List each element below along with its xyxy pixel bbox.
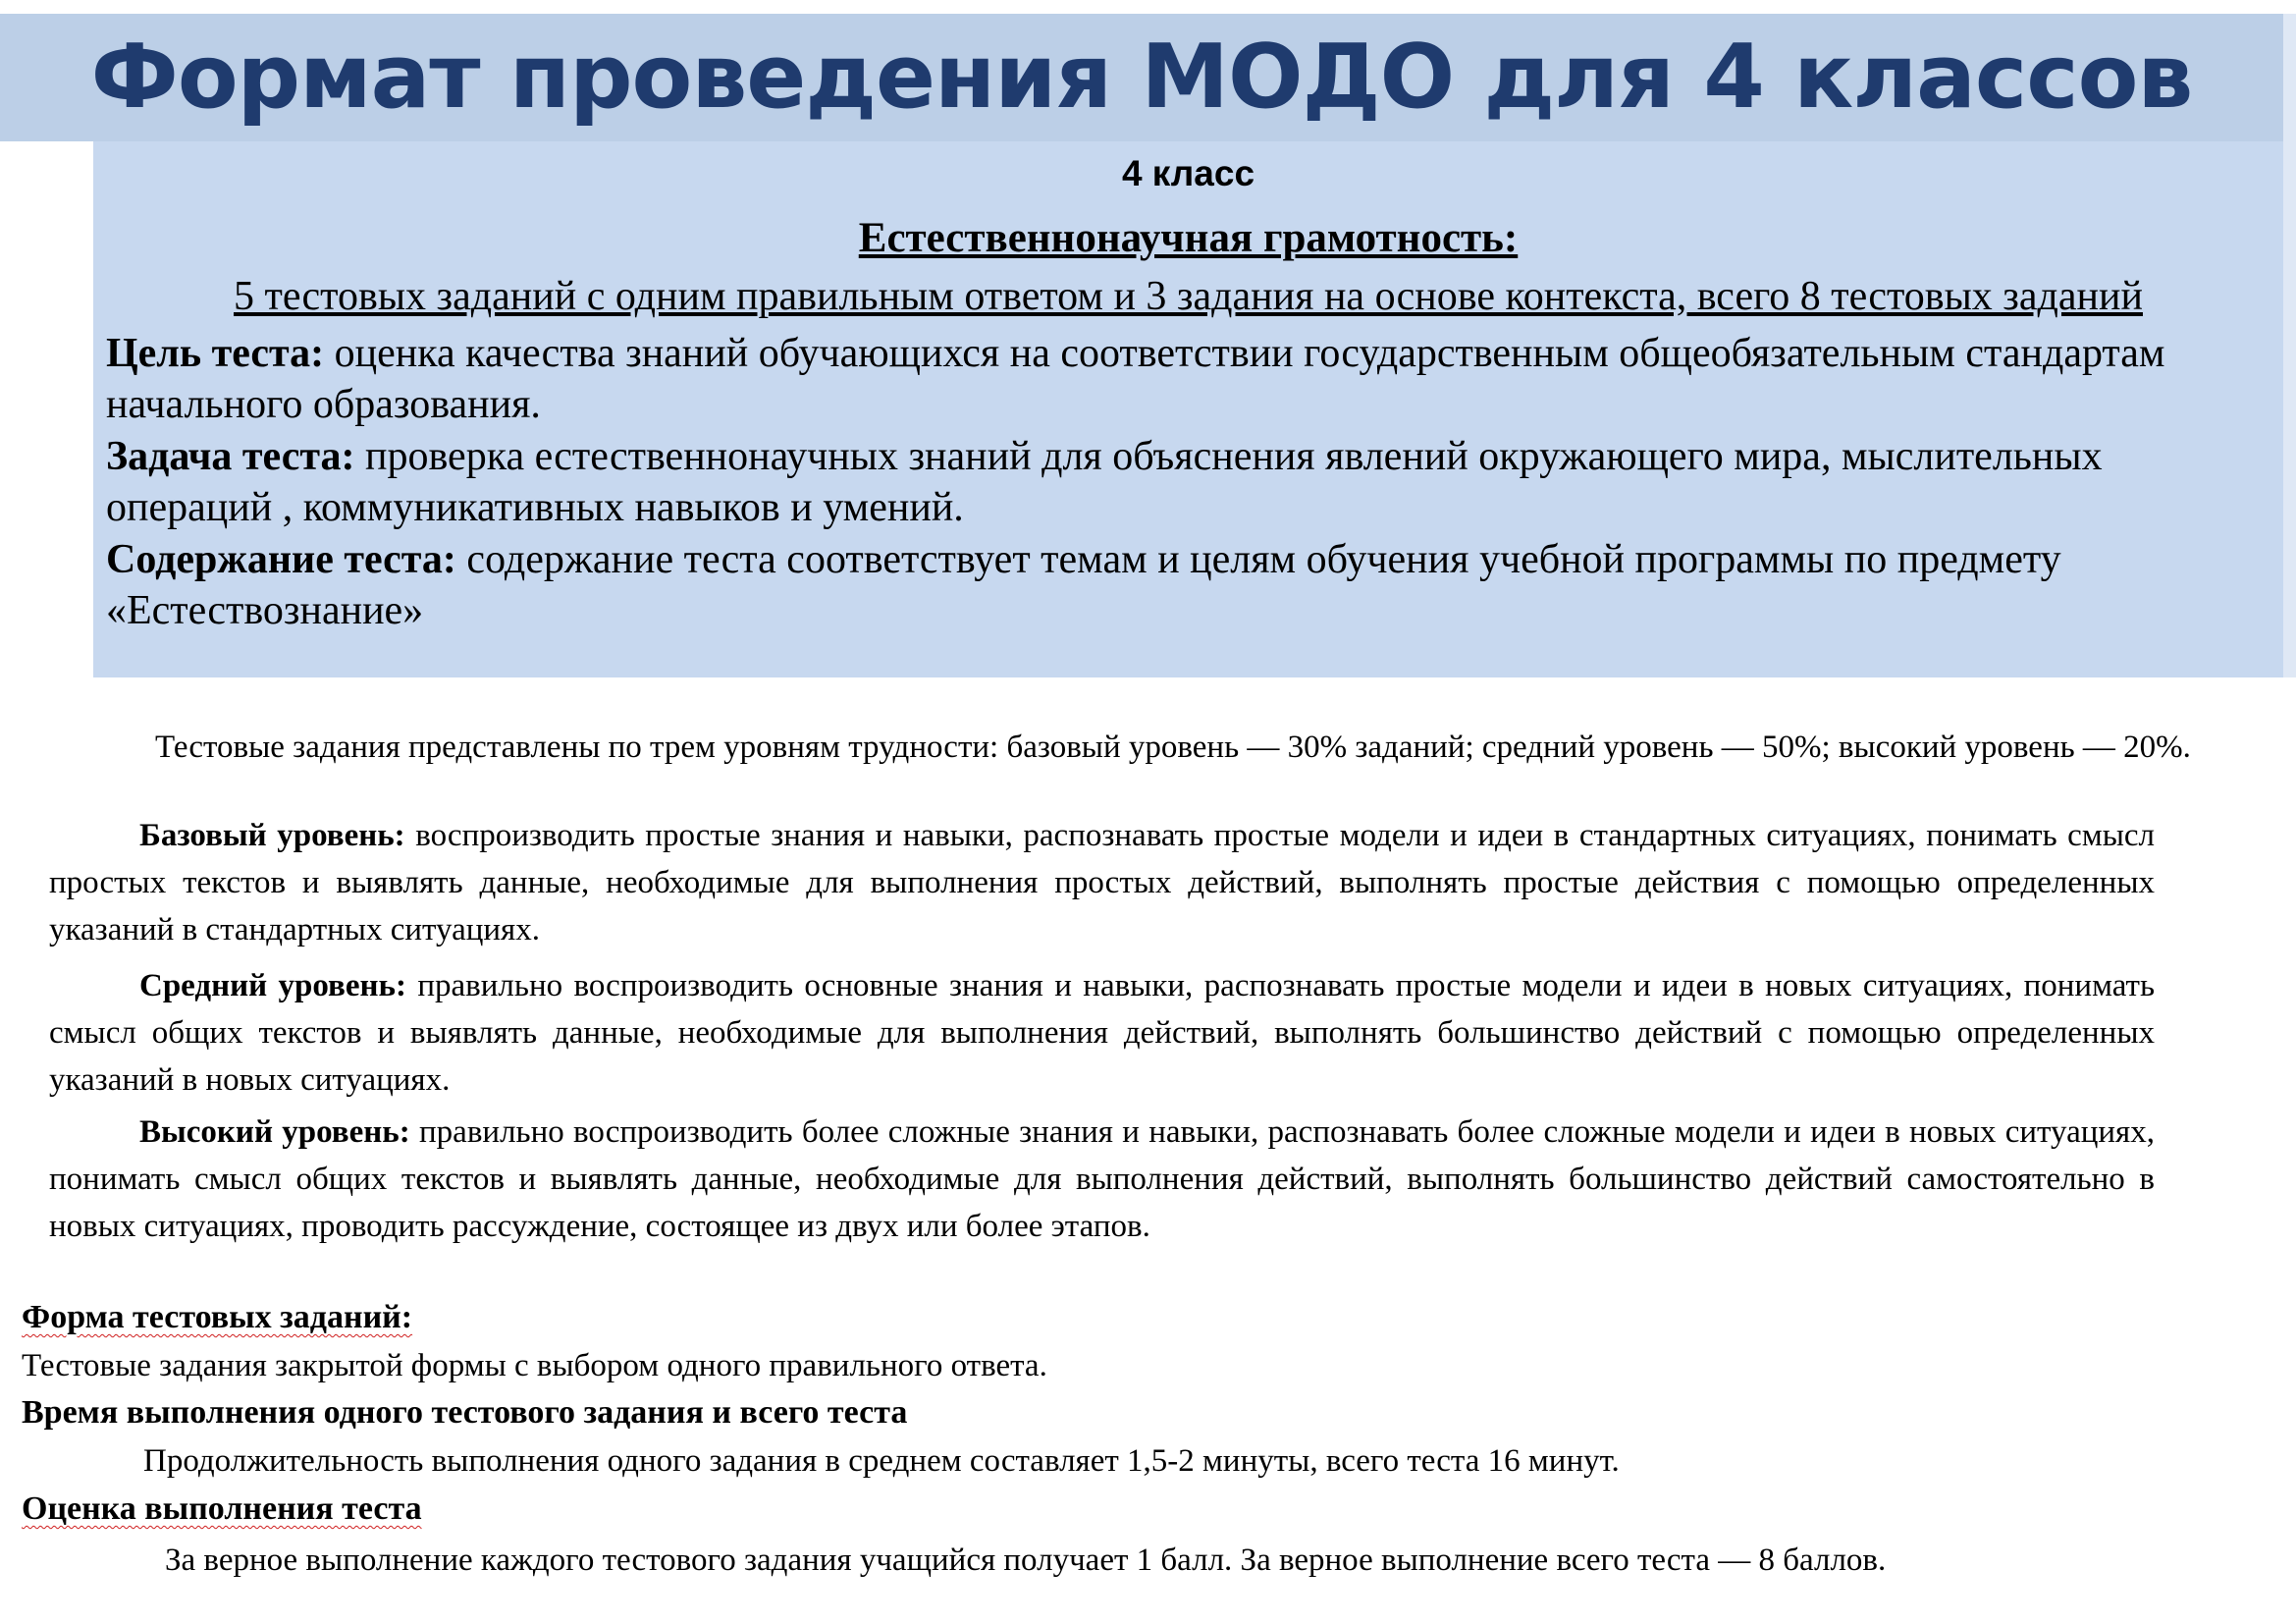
grade-heading: 4 класс (1121, 153, 1255, 193)
task-paragraph (106, 431, 2275, 533)
form-heading: Форма тестовых заданий: (22, 1299, 413, 1335)
basic-level-label: Базовый уровень: (139, 818, 405, 853)
page-title: Формат проведения МОДО для 4 классов (90, 26, 2193, 129)
score-text: За верное выполнение каждого тестового задания учащийся получает 1 балл. За верное выполнение всего теста — 8 баллов. (165, 1543, 1887, 1578)
time-text: Продолжительность выполнения одного задания в среднем составляет 1,5-2 минуты, всего теста 16 минут. (143, 1443, 1620, 1479)
high-level-paragraph (49, 1109, 2155, 1250)
high-level-label: Высокий уровень: (139, 1114, 410, 1150)
subject-heading: Естественнонаучная грамотность: (858, 215, 1519, 261)
content-paragraph (106, 534, 2275, 636)
medium-level-label: Средний уровень: (139, 968, 406, 1003)
form-text: Тестовые задания закрытой формы с выбором одного правильного ответа. (22, 1348, 1047, 1383)
content-text: содержание теста соответствует темам и целям обучения учебной программы по предмету «Естествознание» (106, 537, 2061, 633)
high-level-text: правильно воспроизводить более сложные знания и навыки, распознавать более сложные модели и идеи в новых ситуациях, понимать смысл общих текстов и выявлять данные, необходимые для выполнения действий, выполнять большинство действий самостоятельно в новых ситуациях, проводить рассуждение, состоящее из двух или более этапов. (49, 1114, 2155, 1244)
basic-level-paragraph (49, 812, 2155, 953)
goal-text: оценка качества знаний обучающихся на соответствии государственным общеобязательным стандартам начального образования. (106, 331, 2165, 427)
goal-paragraph (106, 328, 2275, 430)
score-heading: Оценка выполнения теста (22, 1490, 422, 1527)
medium-level-paragraph (49, 962, 2155, 1104)
basic-level-text: воспроизводить простые знания и навыки, распознавать простые модели и идеи в стандартных ситуациях, понимать смысл простых текстов и выявлять данные, необходимые для выполнения простых действий, выполнять простые действия с помощью определенных указаний в стандартных ситуациях. (49, 818, 2155, 947)
goal-label: Цель теста: (106, 331, 325, 376)
task-text: проверка естественнонаучных знаний для объяснения явлений окружающего мира, мыслительных операций , коммуникативных навыков и умений. (106, 434, 2103, 530)
medium-level-text: правильно воспроизводить основные знания и навыки, распознавать простые модели и идеи в новых ситуациях, понимать смысл общих текстов и выявлять данные, необходимые для выполнения действий, выполнять большинство действий с помощью определенных указаний в новых ситуациях. (49, 968, 2155, 1098)
levels-intro: Тестовые задания представлены по трем уровням трудности: базовый уровень — 30% заданий; средний уровень — 50%; высокий уровень — 20%. (155, 730, 2191, 765)
content-label: Содержание теста: (106, 537, 456, 582)
task-label: Задача теста: (106, 434, 355, 479)
time-heading: Время выполнения одного тестового задания и всего теста (22, 1394, 908, 1431)
slide-edge (2283, 14, 2296, 677)
tasks-summary: 5 тестовых заданий с одним правильным ответом и 3 задания на основе контекста, всего 8 тестовых заданий (234, 274, 2143, 319)
